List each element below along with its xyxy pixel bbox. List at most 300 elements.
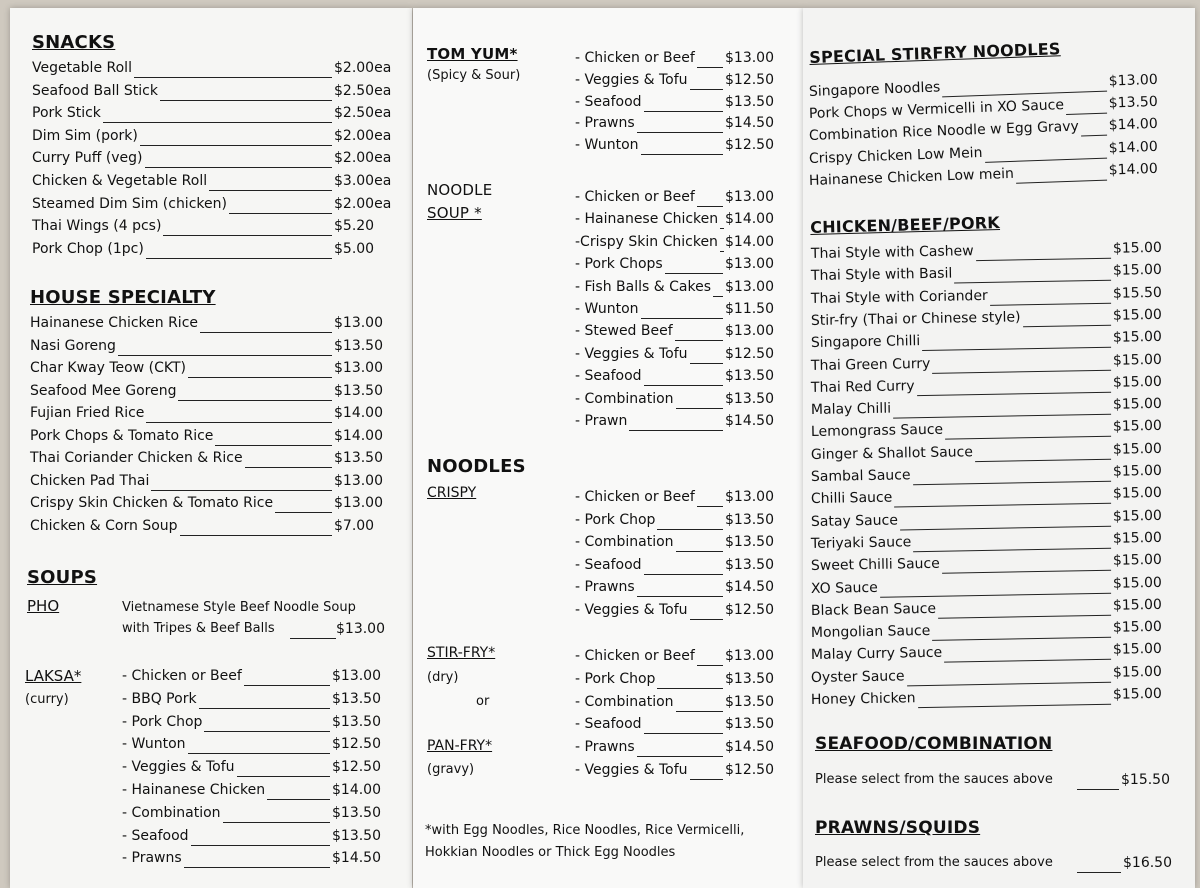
menu-item-price: $13.50 [725,368,774,385]
menu-item-price: $13.00 [725,50,774,66]
menu-item-price: $15.00 [1112,552,1163,569]
menu-item-price: $13.00 [725,648,774,664]
menu-item-row [575,94,795,114]
menu-item-row [575,50,795,70]
menu-item-row [30,518,404,538]
menu-item-name: Pork Chop (1pc) [32,240,144,257]
menu-item-price: $15.00 [1112,574,1163,592]
tom-yum-sub: (Spicy & Sour) [427,68,521,83]
menu-item-price: $12.50 [725,345,774,362]
menu-item-name: - Stewed Beef [575,323,673,340]
menu-item-name: - Combination [575,390,674,407]
leader-line [697,206,723,207]
menu-item-price: $2.50ea [334,82,392,99]
menu-item-row [30,473,404,493]
menu-item-row [122,828,402,848]
menu-item-price: $13.00 [1108,71,1158,90]
menu-item-name: - Wunton [122,736,186,753]
menu-item-name: Seafood Ball Stick [32,82,158,99]
menu-item-price: $13.00 [334,495,383,511]
menu-item-name: Steamed Dim Sim (chicken) [32,195,227,212]
menu-item-row [575,279,795,299]
leader-line [697,67,723,68]
menu-item-row [575,716,795,736]
seafood-combination-heading: SEAFOOD/COMBINATION [815,734,1053,754]
menu-item-price: $11.50 [725,301,774,317]
pho-description-line1: Vietnamese Style Beef Noodle Soup [122,600,356,615]
menu-item-price: $13.50 [334,337,383,354]
menu-item-price: $13.50 [1108,94,1158,112]
menu-item-name: - Prawns [122,850,182,867]
menu-item-price: $5.20 [334,218,375,235]
menu-item-row [122,759,402,779]
menu-item-row [32,241,404,261]
or-text: or [476,694,490,709]
menu-item-price: $15.00 [1112,685,1163,703]
menu-item-price: $14.50 [725,739,774,756]
menu-item-name: - Chicken or Beef [575,489,695,505]
menu-item-price: $15.00 [1112,529,1163,547]
leader-line [922,347,1111,351]
menu-item-name: Fujian Fried Rice [30,405,145,421]
menu-item-name: Satay Sauce [810,512,899,530]
menu-item-name: Chicken Pad Thai [30,472,150,489]
menu-item-row [122,805,402,825]
leader-line [145,167,332,168]
menu-item-price: $13.00 [332,668,381,684]
menu-item-price: $15.50 [1112,284,1163,302]
menu-item-name: - Prawns [575,739,635,756]
leader-line [907,681,1111,686]
leader-line [188,377,332,378]
menu-item-price: $13.50 [332,804,381,821]
leader-line [178,400,332,401]
leader-line [103,122,332,123]
menu-item-price: $12.50 [725,137,774,154]
menu-item-name: Malay Curry Sauce [810,645,943,664]
menu-item-price: $14.50 [725,115,774,132]
menu-item-row [811,262,1183,288]
menu-item-row [122,691,402,711]
menu-item-name: Dim Sim (pork) [32,127,138,144]
snacks-heading: SNACKS [32,32,116,53]
menu-item-name: Malay Chilli [810,400,892,419]
menu-item-name: Curry Puff (veg) [32,150,143,167]
leader-line [209,190,332,191]
menu-item-price: $12.50 [725,762,774,778]
leader-line [690,619,723,620]
leader-line [985,157,1107,162]
menu-item-row [811,641,1183,667]
menu-item-row [575,579,795,599]
leader-line [180,535,332,536]
soups-heading: SOUPS [27,567,98,588]
leader-line [1077,872,1121,873]
leader-line [637,596,723,597]
menu-item-row [575,391,795,411]
menu-item-price: $15.00 [1112,440,1163,458]
menu-item-name: Crispy Chicken Low Mein [808,144,983,167]
leader-line [894,503,1111,508]
menu-item-price: $13.00 [725,489,774,505]
leader-line [163,235,332,236]
pho-row [122,621,392,641]
menu-item-name: Nasi Goreng [30,337,116,354]
menu-item-price: $13.50 [725,93,774,110]
leader-line [676,551,723,552]
menu-item-name: - BBQ Pork [122,690,197,707]
menu-item-name: Oyster Sauce [810,668,905,686]
menu-item-name: Hainanese Chicken Rice [30,315,198,331]
menu-item-name: Thai Red Curry [810,377,915,396]
menu-item-price: $15.00 [1112,462,1163,480]
menu-item-row [575,323,795,343]
menu-item-price: $13.50 [332,690,381,707]
menu-item-name: Hainanese Chicken Low mein [808,165,1015,189]
menu-item-name: Chicken & Vegetable Roll [32,173,208,189]
leader-line [900,525,1111,530]
menu-item-name: - Veggies & Tofu [122,759,235,776]
menu-item-row [575,189,795,209]
menu-item-price: $13.50 [332,713,381,730]
noodle-footnote-line2: Hokkian Noodles or Thick Egg Noodles [425,845,676,860]
menu-item-price: $15.00 [1112,507,1163,525]
leader-line [644,574,723,575]
leader-line [690,89,723,90]
menu-item-name: Thai Coriander Chicken & Rice [30,450,243,466]
leader-line [188,753,330,754]
menu-item-name: Pork Chops & Tomato Rice [30,427,214,444]
menu-item-price: $14.50 [725,579,774,596]
menu-item-row [575,648,795,668]
menu-item-name: - Prawns [575,115,635,132]
prawns-squids-heading: PRAWNS/SQUIDS [815,818,981,838]
stir-fry-sub: (dry) [427,670,459,685]
menu-item-row [575,694,795,714]
leader-line [245,467,332,468]
leader-line [942,570,1111,574]
leader-line [945,436,1111,440]
leader-line [637,756,723,757]
noodle-soup-label-line2: SOUP * [427,204,482,222]
menu-item-name: - Hainanese Chicken [122,782,266,798]
stir-fry-label: STIR-FRY* [427,645,496,661]
menu-item-name: Chicken & Corn Soup [30,517,178,534]
menu-item-row [30,360,404,380]
leader-line [676,408,723,409]
leader-line [146,258,332,259]
leader-line [229,213,332,214]
leader-line [199,708,330,709]
leader-line [675,340,723,341]
menu-item-name: - Prawns [575,579,635,596]
menu-item-row [575,234,795,254]
menu-item-price: $14.00 [1108,138,1158,157]
menu-item-name: - Veggies & Tofu [575,71,688,88]
menu-item-name: XO Sauce [810,579,878,597]
menu-item-name: - Combination [575,693,674,710]
leader-line [665,273,723,274]
menu-item-name: Honey Chicken [810,690,916,708]
leader-line [657,688,723,689]
menu-item-name: - Pork Chop [122,713,203,730]
menu-item-price: $2.00ea [334,60,392,76]
menu-item-name: - Combination [575,534,674,551]
menu-item-row [122,668,402,688]
menu-item-price: $15.00 [1112,351,1163,369]
menu-item-name: - Chicken or Beef [575,50,695,66]
pho-description-line2: with Tripes & Beef Balls [122,621,275,636]
menu-item-price: $14.50 [332,850,381,867]
leader-line [697,506,723,507]
menu-item-name: - Seafood [575,716,642,733]
menu-item-name: - Seafood [122,827,189,844]
leader-line [975,458,1111,461]
leader-line [134,77,332,78]
leader-line [1023,325,1111,328]
menu-item-price: $13.50 [725,716,774,733]
leader-line [657,529,723,530]
leader-line [720,228,724,229]
leader-line [1016,179,1107,183]
leader-line [954,280,1111,284]
menu-item-price: $13.00 [334,315,383,331]
menu-item-row [575,671,795,691]
menu-item-name: - Veggies & Tofu [575,762,688,778]
special-stirfry-noodles-heading: SPECIAL STIRFRY NOODLES [809,39,1061,67]
menu-item-row [30,428,404,448]
leader-line [1077,789,1119,790]
menu-item-row [32,218,404,238]
prawns-squids-row [815,855,1185,875]
leader-line [990,302,1111,305]
menu-item-name: - Hainanese Chicken [575,211,719,228]
menu-item-name: Sweet Chilli Sauce [810,555,940,575]
pho-price: $13.00 [336,621,385,637]
menu-item-row [122,736,402,756]
seafood-combination-row [815,772,1185,792]
menu-item-name: - Seafood [575,93,642,110]
menu-item-price: $13.00 [334,360,383,376]
menu-item-price: $15.00 [1112,596,1163,614]
noodle-soup-label-line1: NOODLE [427,181,493,199]
menu-item-name: Thai Wings (4 pcs) [32,218,162,235]
menu-item-name: Sambal Sauce [810,467,911,485]
menu-panel-left [10,8,412,888]
menu-item-price: $13.00 [334,472,383,489]
menu-item-name: - Wunton [575,301,639,317]
menu-panel-right [803,8,1195,888]
leader-line [690,363,723,364]
menu-item-price: $15.00 [1112,239,1163,257]
seafood-combination-note: Please select from the sauces above [815,772,1053,787]
menu-item-price: $3.00ea [334,173,392,189]
menu-item-name: Teriyaki Sauce [810,534,912,552]
menu-item-name: Pork Stick [32,105,101,122]
leader-line [237,776,330,777]
menu-item-price: $2.50ea [334,105,392,122]
menu-item-row [30,315,404,335]
leader-line [644,733,723,734]
menu-item-price: $12.50 [725,71,774,88]
menu-item-price: $13.00 [725,278,774,295]
leader-line [146,422,332,423]
menu-item-name: Singapore Chilli [810,333,921,352]
menu-item-name: - Pork Chop [575,511,656,528]
menu-item-name: Ginger & Shallot Sauce [810,443,974,463]
leader-line [160,100,332,101]
leader-line [641,318,723,319]
menu-item-row [575,602,795,622]
menu-item-row [32,60,404,80]
menu-item-name: - Chicken or Beef [575,648,695,664]
menu-item-row [575,115,795,135]
menu-item-price: $14.00 [1108,116,1158,134]
menu-item-name: - Seafood [575,368,642,385]
menu-item-name: - Combination [122,804,221,821]
prawns-squids-note: Please select from the sauces above [815,855,1053,870]
menu-item-price: $15.00 [1112,306,1163,324]
leader-line [918,704,1111,708]
menu-item-price: $12.50 [332,736,381,753]
menu-item-row [32,150,404,170]
menu-item-price: $13.00 [725,323,774,340]
menu-item-price: $13.50 [334,450,383,466]
menu-item-name: - Veggies & Tofu [575,345,688,362]
leader-line [223,822,330,823]
menu-item-price: $5.00 [334,240,375,257]
menu-item-row [811,329,1183,355]
menu-item-name: Thai Style with Cashew [810,243,974,262]
menu-item-name: Seafood Mee Goreng [30,382,177,399]
menu-item-price: $13.50 [725,511,774,528]
leader-line [697,665,723,666]
menu-item-price: $13.00 [725,189,774,205]
menu-item-name: - Seafood [575,556,642,573]
menu-item-price: $14.50 [725,413,774,429]
menu-item-row [30,450,404,470]
leader-line [913,548,1111,552]
menu-item-name: Thai Green Curry [810,355,931,374]
leader-line [944,659,1111,663]
leader-line [644,111,723,112]
menu-item-price: $15.00 [1112,373,1163,391]
menu-item-price: $13.50 [725,556,774,573]
menu-item-name: - Pork Chop [575,670,656,687]
menu-item-row [575,739,795,759]
menu-item-price: $2.00ea [334,127,392,144]
leader-line [204,731,330,732]
menu-item-name: - Pork Chops [575,256,663,273]
menu-item-price: $14.00 [334,427,383,444]
menu-item-row [30,405,404,425]
leader-line [1081,135,1107,137]
menu-item-row [575,489,795,509]
menu-item-price: $7.00 [334,517,375,534]
menu-item-name: -Crispy Skin Chicken [575,233,718,250]
leader-line [690,779,723,780]
laksa-sub: (curry) [25,692,69,707]
chicken-beef-pork-heading: CHICKEN/BEEF/PORK [810,213,1001,237]
menu-item-price: $15.00 [1112,418,1163,436]
leader-line [1066,113,1107,115]
laksa-label: LAKSA* [25,667,82,685]
leader-line [244,685,330,686]
menu-item-row [32,83,404,103]
leader-line [932,637,1111,641]
menu-item-price: $13.50 [334,382,383,399]
menu-item-name: Chilli Sauce [810,489,893,508]
menu-item-name: Thai Style with Basil [810,265,953,285]
menu-item-price: $15.00 [1112,618,1163,636]
leader-line [641,154,723,155]
menu-item-price: $14.00 [725,233,774,250]
menu-item-price: $2.00ea [334,195,392,212]
leader-line [267,799,330,800]
menu-item-price: $13.00 [725,256,774,273]
leader-line [932,369,1111,373]
menu-item-row [575,346,795,366]
menu-item-price: $13.50 [725,534,774,551]
menu-item-row [575,557,795,577]
menu-item-row [30,338,404,358]
menu-item-row [811,485,1183,511]
leader-line [275,512,332,513]
menu-item-price: $13.50 [725,693,774,710]
menu-item-row [575,368,795,388]
menu-item-price: $14.00 [725,211,774,228]
menu-item-row [575,256,795,276]
menu-item-row [575,137,795,157]
menu-item-name: Black Bean Sauce [810,600,937,619]
menu-item-name: Char Kway Teow (CKT) [30,360,186,376]
menu-item-name: Pork Chops w Vermicelli in XO Sauce [808,97,1065,123]
menu-item-name: - Wunton [575,137,639,154]
crispy-label: CRISPY [427,485,477,501]
menu-item-row [32,128,404,148]
menu-item-name: - Chicken or Beef [122,668,242,684]
prawns-squids-price: $16.50 [1123,855,1172,871]
menu-item-price: $14.00 [1108,160,1158,179]
menu-item-row [575,211,795,231]
menu-item-row [811,686,1183,712]
menu-item-row [30,495,404,515]
leader-line [676,711,723,712]
menu-item-row [811,418,1183,444]
menu-item-row [122,850,402,870]
menu-item-name: - Fish Balls & Cakes [575,278,711,295]
leader-line [917,392,1111,396]
leader-line [200,332,332,333]
menu-item-price: $15.00 [1112,395,1163,413]
menu-item-row [811,552,1183,578]
menu-item-price: $13.50 [332,827,381,844]
leader-line [880,592,1111,597]
seafood-combination-price: $15.50 [1121,772,1170,788]
menu-panel-middle [413,8,803,888]
menu-item-price: $13.50 [725,390,774,407]
pan-fry-sub: (gravy) [427,762,475,777]
menu-item-name: - Chicken or Beef [575,189,695,205]
leader-line [118,355,332,356]
menu-item-name: Mongolian Sauce [810,623,931,642]
leader-line [191,845,330,846]
menu-item-row [32,173,404,193]
menu-item-name: - Prawn [575,413,628,429]
menu-item-name: Stir-fry (Thai or Chinese style) [810,309,1021,329]
leader-line [644,385,723,386]
menu-item-row [575,72,795,92]
